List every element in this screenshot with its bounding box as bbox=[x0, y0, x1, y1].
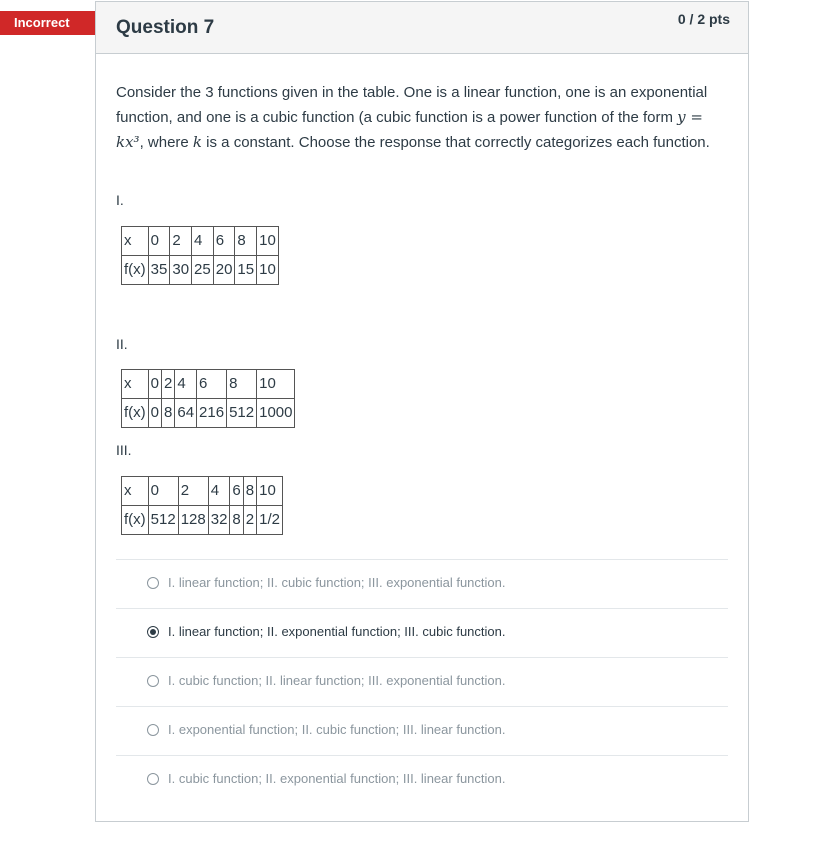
table-cell: 8 bbox=[162, 399, 175, 428]
table-cell: 4 bbox=[192, 227, 214, 256]
radio-button[interactable] bbox=[147, 724, 159, 736]
question-prompt bbox=[116, 81, 728, 155]
table-cell: 128 bbox=[178, 506, 208, 535]
table-cell: 25 bbox=[192, 256, 214, 285]
radio-button[interactable] bbox=[147, 773, 159, 785]
table-cell: 0 bbox=[148, 399, 161, 428]
answer-label[interactable]: I. linear function; II. cubic function; III. exponential function. bbox=[168, 575, 506, 590]
table-cell: 216 bbox=[197, 399, 227, 428]
table-cell: 512 bbox=[227, 399, 257, 428]
table-label-i: I. bbox=[116, 192, 124, 208]
table-cell: 4 bbox=[175, 370, 197, 399]
function-table-i bbox=[121, 226, 279, 285]
table-cell: f(x) bbox=[122, 506, 149, 535]
table-cell: 1/2 bbox=[257, 506, 283, 535]
table-cell: 10 bbox=[257, 227, 279, 256]
table-cell: f(x) bbox=[122, 399, 149, 428]
question-card bbox=[95, 1, 749, 822]
answer-label[interactable]: I. linear function; II. exponential function; III. cubic function. bbox=[168, 624, 506, 639]
table-cell: f(x) bbox=[122, 256, 149, 285]
prompt-formula: y = kx³ bbox=[116, 108, 703, 151]
table-cell: 10 bbox=[257, 370, 295, 399]
question-header bbox=[96, 2, 748, 54]
table-cell: x bbox=[122, 370, 149, 399]
incorrect-badge: Incorrect bbox=[0, 11, 97, 35]
answer-choices bbox=[116, 559, 728, 804]
table-cell: 8 bbox=[235, 227, 257, 256]
table-cell: 0 bbox=[148, 227, 170, 256]
prompt-text-2: , where bbox=[139, 134, 193, 151]
function-table-ii bbox=[121, 369, 295, 428]
radio-button[interactable] bbox=[147, 675, 159, 687]
answer-option-2[interactable] bbox=[116, 608, 728, 657]
table-cell: 0 bbox=[148, 477, 178, 506]
table-cell: 2 bbox=[178, 477, 208, 506]
answer-option-3[interactable] bbox=[116, 657, 728, 706]
prompt-text-1: Consider the 3 functions given in the table. One is a linear function, one is an exponential function, and one is a cubic function (a cubic function is a power function of the form bbox=[116, 84, 708, 126]
table-cell: 2 bbox=[243, 506, 256, 535]
radio-button-selected[interactable] bbox=[147, 626, 159, 638]
table-row bbox=[122, 506, 283, 535]
table-row bbox=[122, 256, 279, 285]
answer-label[interactable]: I. cubic function; II. exponential function; III. linear function. bbox=[168, 771, 506, 786]
table-cell: 15 bbox=[235, 256, 257, 285]
question-title: Question 7 bbox=[116, 17, 215, 38]
prompt-text-3: is a constant. Choose the response that correctly categorizes each function. bbox=[202, 134, 710, 151]
answer-label[interactable]: I. exponential function; II. cubic function; III. linear function. bbox=[168, 722, 506, 737]
table-cell: 35 bbox=[148, 256, 170, 285]
table-cell: 32 bbox=[208, 506, 230, 535]
table-cell: 2 bbox=[162, 370, 175, 399]
answer-option-4[interactable] bbox=[116, 706, 728, 755]
function-table-iii bbox=[121, 476, 283, 535]
answer-option-5[interactable] bbox=[116, 755, 728, 804]
answer-option-1[interactable] bbox=[116, 559, 728, 608]
table-row bbox=[122, 399, 295, 428]
table-cell: 64 bbox=[175, 399, 197, 428]
table-cell: 10 bbox=[257, 256, 279, 285]
table-label-ii: II. bbox=[116, 336, 128, 352]
table-cell: 2 bbox=[170, 227, 192, 256]
table-cell: 8 bbox=[243, 477, 256, 506]
table-cell: 6 bbox=[230, 477, 243, 506]
table-label-iii: III. bbox=[116, 442, 132, 458]
table-cell: 6 bbox=[213, 227, 235, 256]
table-cell: 10 bbox=[257, 477, 283, 506]
answer-label[interactable]: I. cubic function; II. linear function; III. exponential function. bbox=[168, 673, 506, 688]
table-cell: 1000 bbox=[257, 399, 295, 428]
prompt-constant: k bbox=[192, 133, 203, 151]
table-cell: x bbox=[122, 477, 149, 506]
table-cell: 4 bbox=[208, 477, 230, 506]
table-cell: 0 bbox=[148, 370, 161, 399]
table-cell: 8 bbox=[230, 506, 243, 535]
table-cell: 8 bbox=[227, 370, 257, 399]
radio-button[interactable] bbox=[147, 577, 159, 589]
table-row bbox=[122, 477, 283, 506]
table-row bbox=[122, 227, 279, 256]
points-label: 0 / 2 pts bbox=[677, 11, 730, 27]
table-cell: 6 bbox=[197, 370, 227, 399]
table-cell: x bbox=[122, 227, 149, 256]
table-cell: 512 bbox=[148, 506, 178, 535]
table-cell: 20 bbox=[213, 256, 235, 285]
table-row bbox=[122, 370, 295, 399]
table-cell: 30 bbox=[170, 256, 192, 285]
